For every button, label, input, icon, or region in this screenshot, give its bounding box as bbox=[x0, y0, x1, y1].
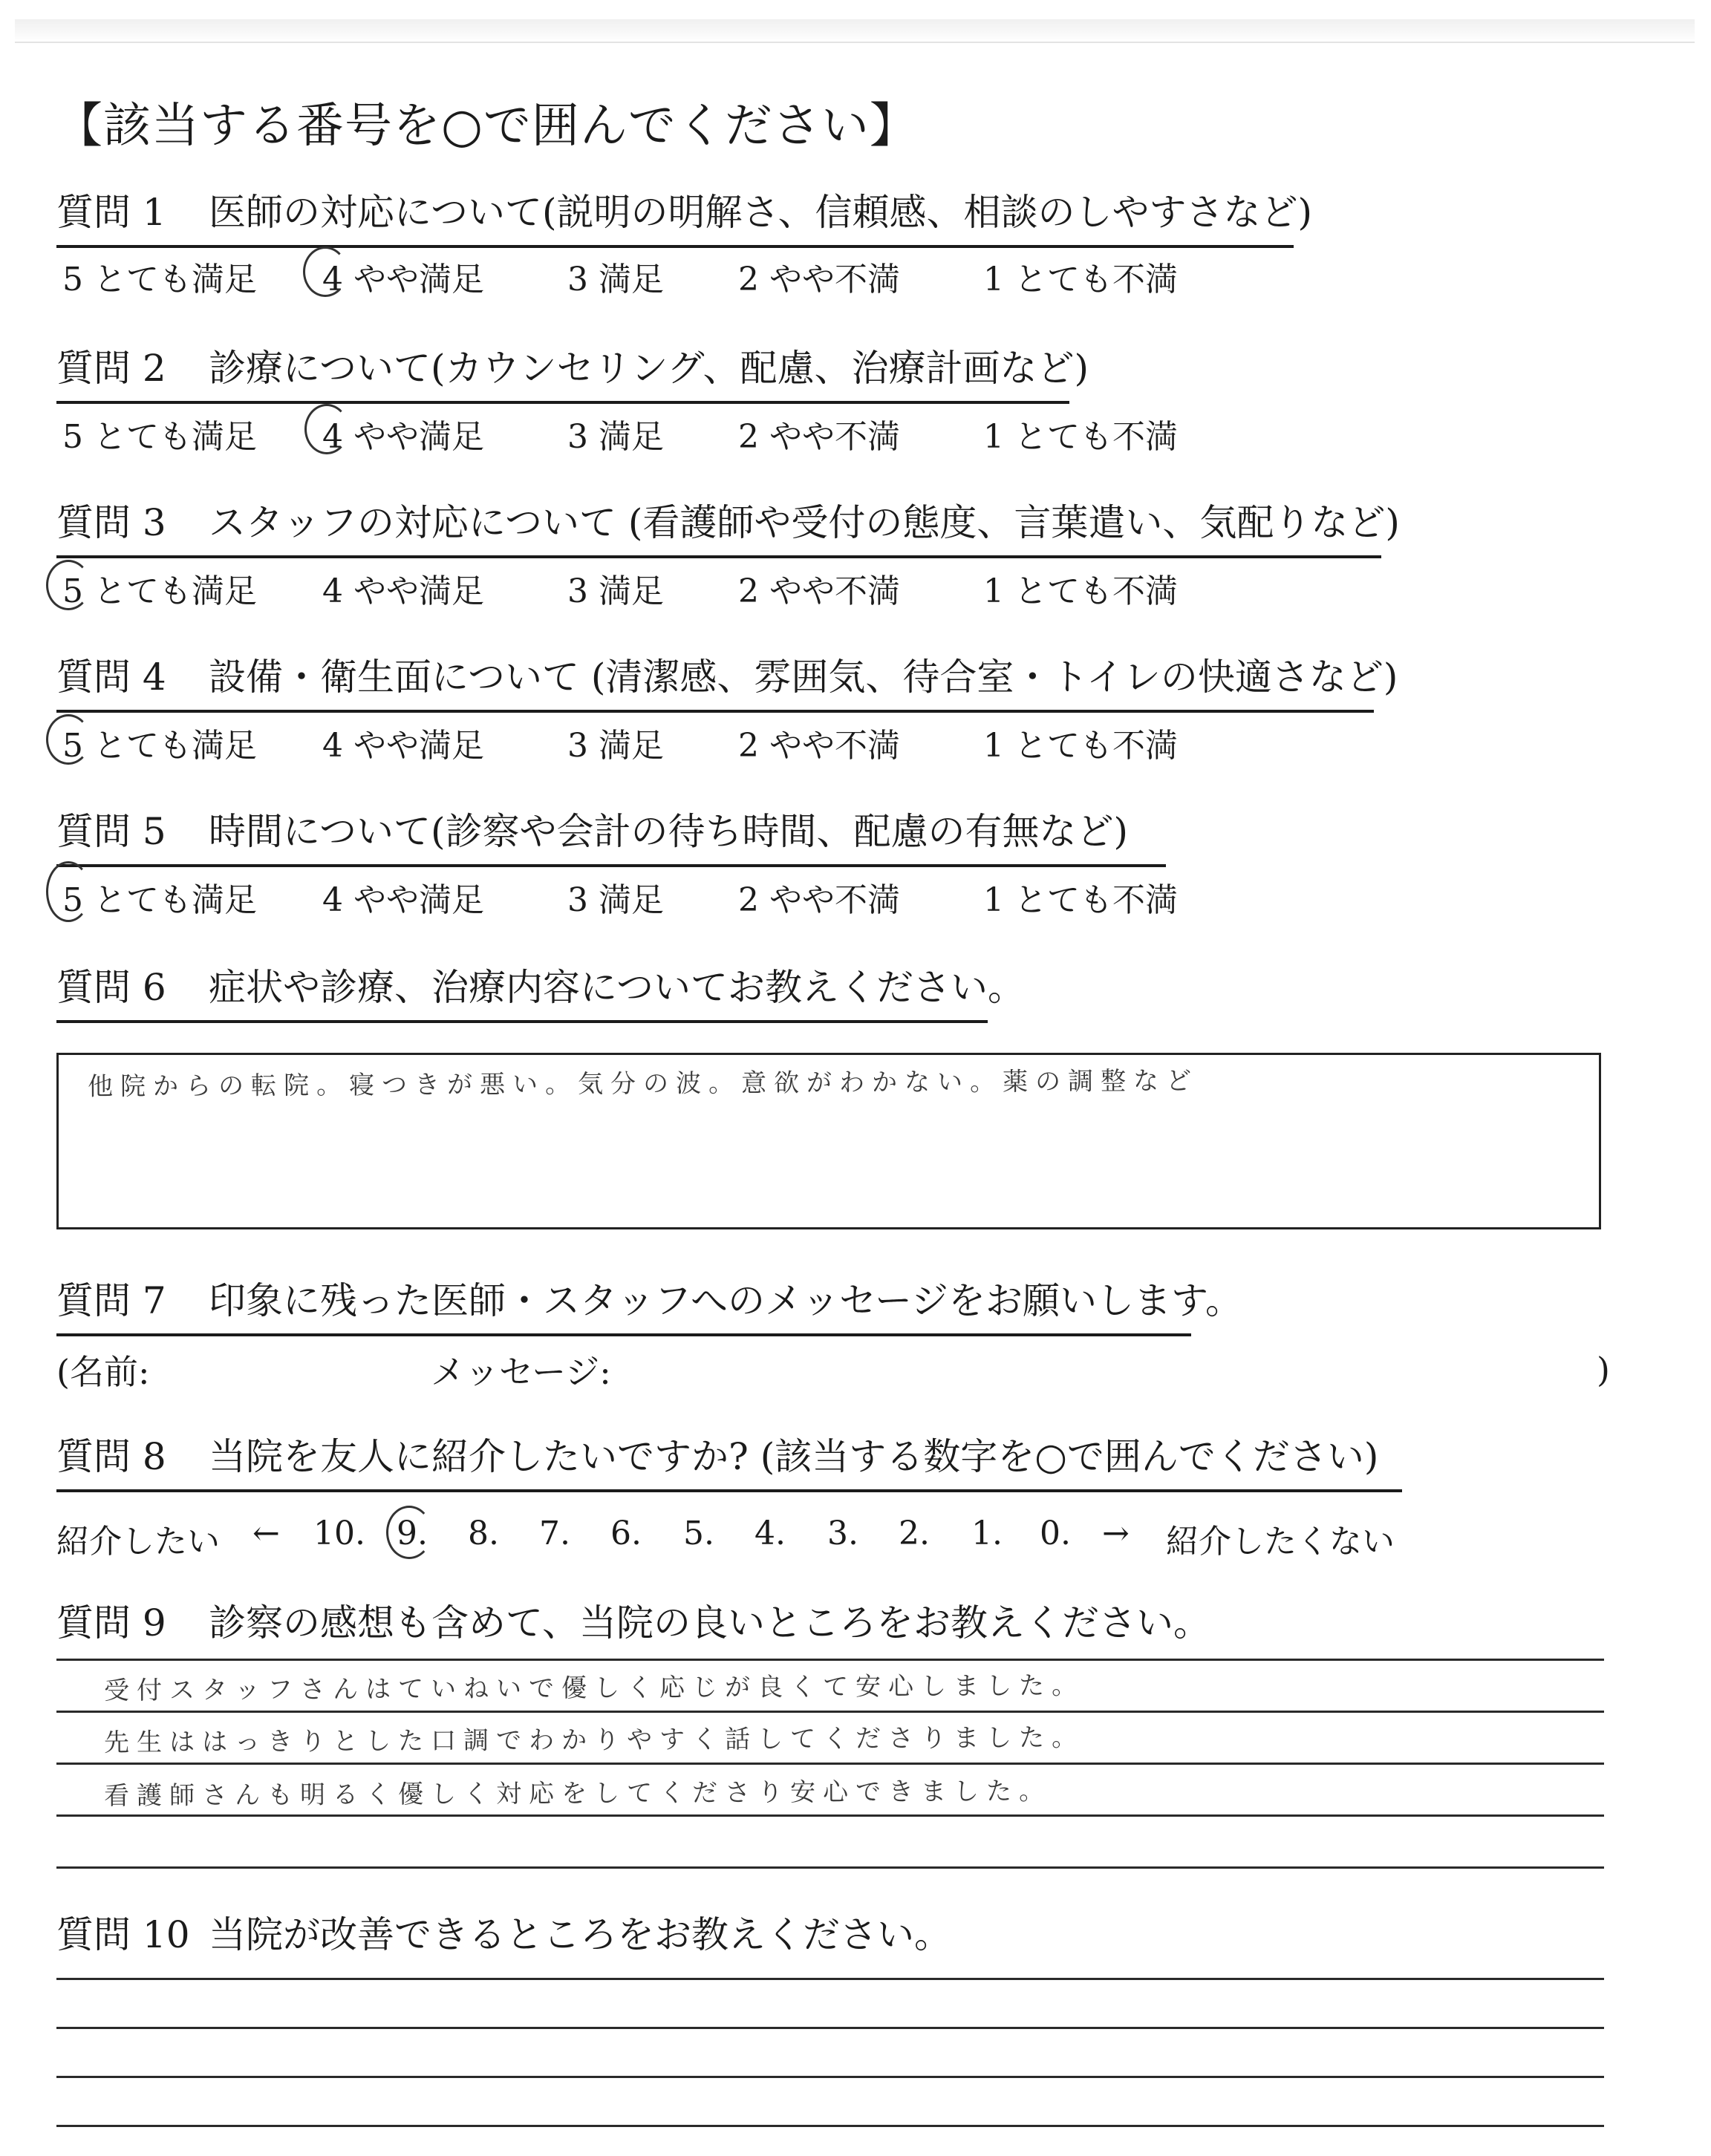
scale-option-6[interactable]: 6. bbox=[610, 1515, 642, 1552]
q2-option-1[interactable]: 1 とても不満 bbox=[983, 418, 1178, 456]
scale-option-4[interactable]: 4. bbox=[755, 1515, 786, 1552]
selection-circle bbox=[46, 861, 91, 922]
page-heading: 【該当する番号を○で囲んでください】 bbox=[55, 99, 918, 154]
question-number: 質問 8 bbox=[56, 1435, 166, 1478]
question-10-title bbox=[56, 1905, 1096, 1967]
question-text: スタッフの対応について (看護師や受付の態度、言葉遣い、気配りなど) bbox=[209, 501, 1400, 544]
scale-option-1[interactable]: 1. bbox=[971, 1515, 1003, 1552]
q7-close-paren: ) bbox=[1597, 1350, 1610, 1390]
q9-handwritten-line-1: 受付スタッフさんはていねいで優しく応じが良くて安心しました。 bbox=[103, 1670, 1085, 1706]
scale-option-2[interactable]: 2. bbox=[899, 1515, 930, 1552]
q9-handwritten-line-2: 先生ははっきりとした口調でわかりやすく話してくださりました。 bbox=[103, 1722, 1085, 1758]
q5-option-5[interactable]: 5 とても満足 bbox=[62, 881, 257, 919]
q4-option-1[interactable]: 1 とても不満 bbox=[983, 727, 1178, 765]
question-text: 診療について(カウンセリング、配慮、治療計画など) bbox=[209, 347, 1089, 390]
answer-line bbox=[56, 1659, 1604, 1661]
q6-handwritten-answer: 他院からの転院。寝つきが悪い。気分の波。意欲がわかない。薬の調整など bbox=[87, 1066, 1199, 1102]
q3-option-5[interactable]: 5 とても満足 bbox=[62, 572, 257, 610]
scale-option-9[interactable]: 9. bbox=[397, 1515, 428, 1552]
answer-line bbox=[56, 2125, 1604, 2127]
answer-line bbox=[56, 2076, 1604, 2078]
question-number: 質問 4 bbox=[56, 656, 166, 699]
q3-option-1[interactable]: 1 とても不満 bbox=[983, 572, 1178, 610]
answer-line bbox=[56, 1711, 1604, 1713]
q2-option-4[interactable]: 4 やや満足 bbox=[322, 418, 484, 456]
q7-message-label: メッセージ: bbox=[431, 1352, 611, 1392]
selection-circle bbox=[46, 560, 91, 610]
question-text: 症状や診療、治療内容についてお教えください。 bbox=[209, 966, 1025, 1009]
answer-line bbox=[56, 1866, 1604, 1869]
selection-circle bbox=[386, 1506, 432, 1559]
q1-option-3[interactable]: 3 満足 bbox=[567, 261, 664, 298]
question-text: 診察の感想も含めて、当院の良いところをお教えください。 bbox=[209, 1601, 1210, 1644]
q2-option-3[interactable]: 3 満足 bbox=[567, 418, 664, 456]
scale-option-8[interactable]: 8. bbox=[468, 1515, 499, 1552]
q3-option-3[interactable]: 3 満足 bbox=[567, 572, 664, 610]
q2-option-2[interactable]: 2 やや不満 bbox=[738, 418, 900, 456]
q9-handwritten-line-3: 看護師さんも明るく優しく対応をしてくださり安心できました。 bbox=[103, 1776, 1052, 1812]
q8-right-label: 紹介したくない bbox=[1166, 1523, 1395, 1561]
question-number: 質問 2 bbox=[56, 347, 166, 390]
q5-option-3[interactable]: 3 満足 bbox=[567, 881, 664, 919]
question-9-title bbox=[56, 1593, 1210, 1656]
q4-option-5[interactable]: 5 とても満足 bbox=[62, 727, 257, 765]
answer-line bbox=[56, 1763, 1604, 1765]
question-text: 当院が改善できるところをお教えください。 bbox=[209, 1913, 951, 1956]
answer-line bbox=[56, 2027, 1604, 2029]
q3-option-4[interactable]: 4 やや満足 bbox=[322, 572, 484, 610]
question-text: 時間について(診察や会計の待ち時間、配慮の有無など) bbox=[209, 810, 1129, 853]
question-8-title bbox=[56, 1427, 1402, 1492]
q1-option-5[interactable]: 5 とても満足 bbox=[62, 261, 257, 298]
answer-line bbox=[56, 1814, 1604, 1817]
question-number: 質問 10 bbox=[56, 1913, 190, 1956]
q5-option-1[interactable]: 1 とても不満 bbox=[983, 881, 1178, 919]
q7-name-label: (名前: bbox=[56, 1352, 150, 1392]
right-arrow-icon: → bbox=[1102, 1515, 1130, 1552]
question-number: 質問 7 bbox=[56, 1279, 166, 1322]
q2-option-5[interactable]: 5 とても満足 bbox=[62, 418, 257, 456]
question-4-title bbox=[56, 647, 1398, 713]
selection-circle bbox=[46, 714, 91, 765]
selection-circle bbox=[303, 246, 348, 297]
q5-option-4[interactable]: 4 やや満足 bbox=[322, 881, 484, 919]
q1-option-4[interactable]: 4 やや満足 bbox=[322, 261, 484, 298]
question-6-title bbox=[56, 958, 1025, 1023]
q1-option-1[interactable]: 1 とても不満 bbox=[983, 261, 1178, 298]
answer-line bbox=[56, 1978, 1604, 1980]
question-5-title bbox=[56, 802, 1166, 867]
q5-option-2[interactable]: 2 やや不満 bbox=[738, 881, 900, 919]
left-arrow-icon: ← bbox=[252, 1515, 280, 1552]
scale-option-0[interactable]: 0. bbox=[1040, 1515, 1071, 1552]
scale-option-7[interactable]: 7. bbox=[539, 1515, 570, 1552]
question-text: 医師の対応について(説明の明解さ、信頼感、相談のしやすさなど) bbox=[209, 191, 1313, 234]
scale-option-3[interactable]: 3. bbox=[827, 1515, 858, 1552]
q4-option-4[interactable]: 4 やや満足 bbox=[322, 727, 484, 765]
q3-option-2[interactable]: 2 やや不満 bbox=[738, 572, 900, 610]
question-1-title bbox=[56, 183, 1313, 248]
question-number: 質問 3 bbox=[56, 501, 166, 544]
question-2-title bbox=[56, 339, 1089, 404]
question-7-title bbox=[56, 1271, 1242, 1336]
question-number: 質問 5 bbox=[56, 810, 166, 853]
q4-option-2[interactable]: 2 やや不満 bbox=[738, 727, 900, 765]
selection-circle bbox=[304, 404, 349, 454]
scan-edge bbox=[15, 19, 1695, 43]
question-number: 質問 9 bbox=[56, 1601, 166, 1644]
question-number: 質問 6 bbox=[56, 966, 166, 1009]
question-text: 印象に残った医師・スタッフへのメッセージをお願いします。 bbox=[209, 1279, 1242, 1322]
question-text: 設備・衛生面について (清潔感、雰囲気、待合室・トイレの快適さなど) bbox=[209, 656, 1398, 699]
question-number: 質問 1 bbox=[56, 191, 166, 234]
scale-option-10[interactable]: 10. bbox=[313, 1515, 365, 1552]
question-3-title bbox=[56, 493, 1400, 558]
q1-option-2[interactable]: 2 やや不満 bbox=[738, 261, 900, 298]
scale-option-5[interactable]: 5. bbox=[683, 1515, 714, 1552]
q8-left-label: 紹介したい bbox=[56, 1523, 220, 1561]
q4-option-3[interactable]: 3 満足 bbox=[567, 727, 664, 765]
question-text: 当院を友人に紹介したいですか? (該当する数字を○で囲んでください) bbox=[209, 1435, 1379, 1478]
